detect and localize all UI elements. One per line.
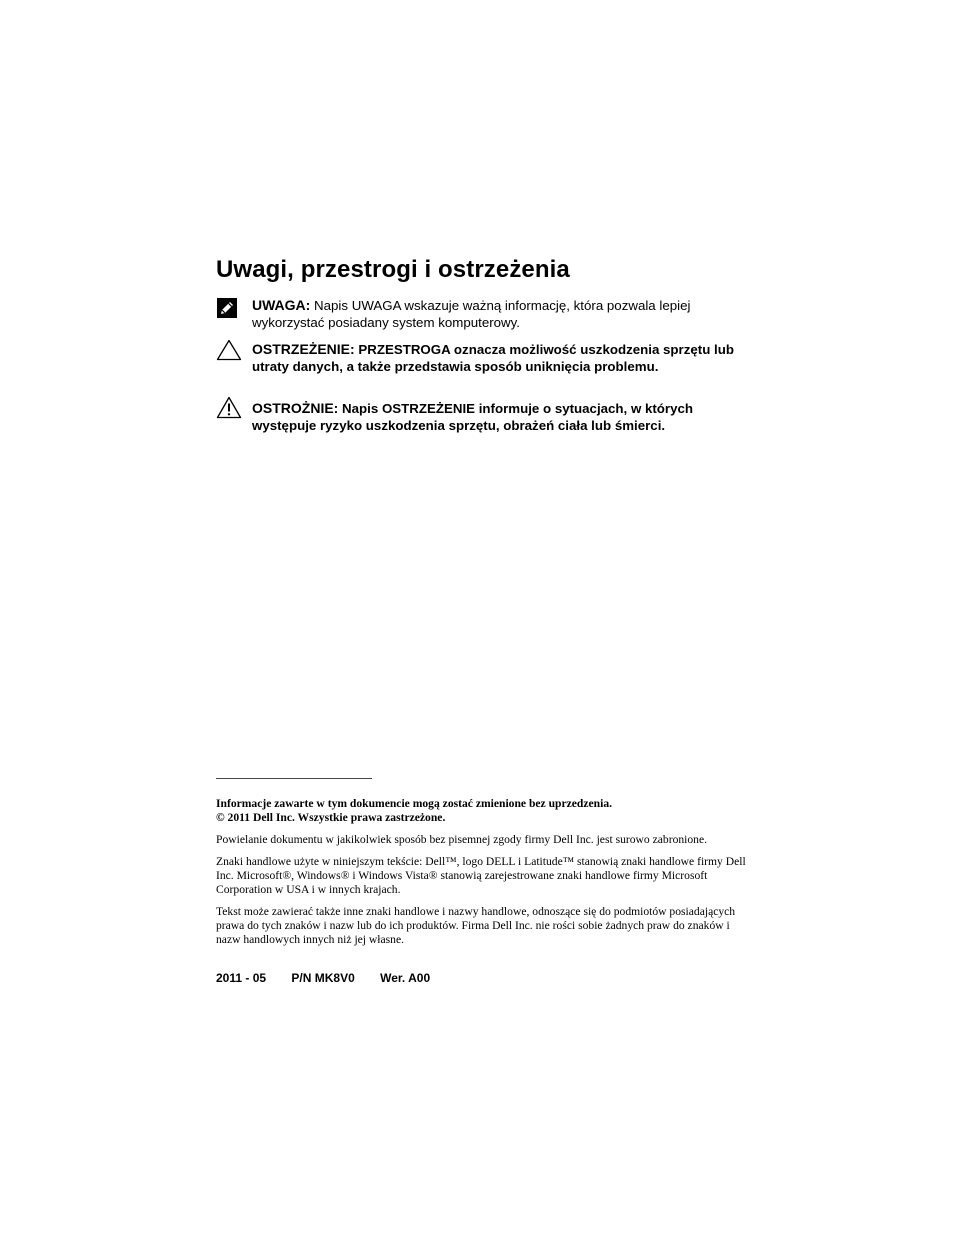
trademarks-text: Znaki handlowe użyte w niniejszym tekście: Dell™, logo DELL i Latitude™ stanowią znaki handlowe firmy Dell Inc. Microsoft®, Windows® i Windows Vista® stanowią zarejestrowane znaki handlowe firmy Microsoft Corporation w USA i w innych krajach. [216, 855, 746, 896]
legal-trademarks-paragraph [216, 855, 746, 897]
note-text: Napis UWAGA wskazuje ważną informację, która pozwala lepiej wykorzystać posiadany system komputerowy. [252, 298, 691, 330]
warning-text: Napis OSTRZEŻENIE informuje o sytuacjach, w których występuje ryzyko uszkodzenia sprzętu, obrażeń ciała lub śmierci. [252, 401, 694, 433]
caution-notice [216, 341, 756, 375]
caution-triangle-icon [216, 339, 242, 366]
part-number-line [216, 971, 430, 985]
part-number: P/N MK8V0 [291, 971, 355, 985]
copyright-line: © 2011 Dell Inc. Wszystkie prawa zastrzeżone. [216, 811, 446, 824]
legal-other-trademarks-paragraph [216, 905, 746, 947]
caution-label: OSTRZEŻENIE: [252, 341, 355, 357]
reproduction-text: Powielanie dokumentu w jakikolwiek sposób bez pisemnej zgody firmy Dell Inc. jest surowo zabronione. [216, 833, 708, 846]
pencil-note-icon [216, 297, 238, 324]
warning-exclamation-icon [216, 396, 242, 424]
footnote-divider [216, 778, 372, 779]
legal-change-notice: Informacje zawarte w tym dokumencie mogą zostać zmienione bez uprzedzenia. [216, 797, 613, 810]
warning-label: OSTROŻNIE: [252, 400, 339, 416]
page-title: Uwagi, przestrogi i ostrzeżenia [216, 256, 570, 283]
legal-notice-header [216, 797, 746, 825]
revision: Wer. A00 [380, 971, 431, 985]
note-notice [216, 297, 756, 331]
legal-reproduction-paragraph [216, 833, 746, 847]
warning-notice [216, 400, 756, 434]
other-trademarks-text: Tekst może zawierać także inne znaki handlowe i nazwy handlowe, odnoszące się do podmiotów posiadających prawa do tych znaków i nazw lub do ich produktów. Firma Dell Inc. nie rości sobie żadnych praw do znaków i nazw handlowych innych niż jej własne. [216, 905, 736, 946]
publication-date: 2011 - 05 [216, 971, 267, 985]
note-label: UWAGA: [252, 297, 311, 313]
caution-text: PRZESTROGA oznacza możliwość uszkodzenia sprzętu lub utraty danych, a także przedstawia sposób uniknięcia problemu. [252, 342, 734, 374]
